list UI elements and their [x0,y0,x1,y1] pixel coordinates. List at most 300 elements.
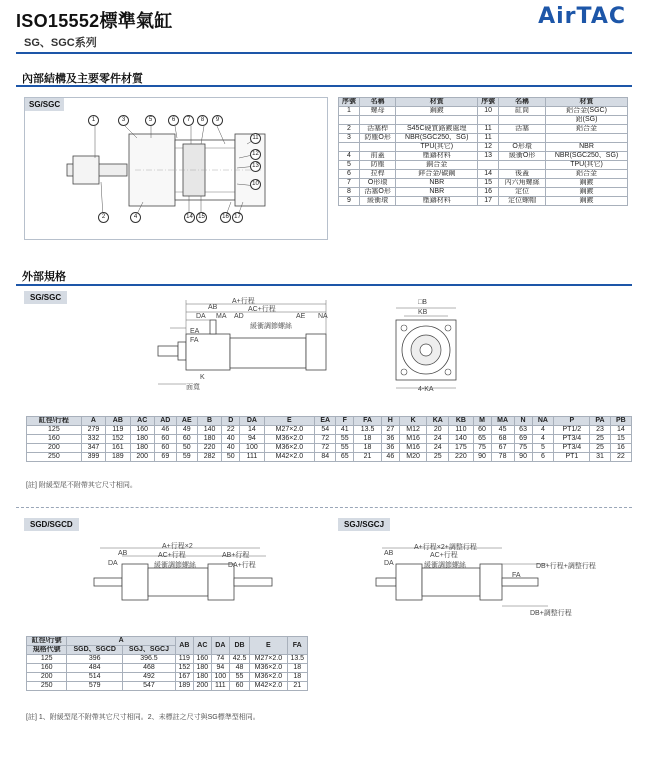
adj-dim-ab: AB [384,550,394,557]
dbl-cell: 74 [211,655,229,664]
dbl-cell: 396.5 [123,655,176,664]
spec-cell: 69 [154,453,176,462]
spec-cell: 279 [81,426,105,435]
parts-cell: 6 [339,170,360,179]
dbl-cell: 160 [27,664,67,673]
brand-logo: AirTAC [538,4,626,29]
dbl-head-a: A [67,637,175,646]
table-row [339,125,628,134]
spec-header-cell: F [336,417,354,426]
spec-cell: 4 [532,426,554,435]
parts-header-cell: 序號 [478,98,499,107]
parts-cell [546,134,628,143]
spec-cell: 40 [222,435,240,444]
parts-table-header [339,98,628,107]
spec-cell: 125 [27,426,82,435]
spec-cell: M36×2.0 [264,435,315,444]
spec-header-cell: AC [130,417,154,426]
spec-cell: 111 [240,453,264,462]
table-row [339,152,628,161]
dbl-head-ac: AC [193,637,211,655]
dbl-head-ab: AB [175,637,193,655]
dbl-cell: 55 [229,673,249,682]
spec-cell: 54 [315,426,336,435]
spec-cell: 160 [27,435,82,444]
spec-header-cell: PA [590,417,610,426]
parts-cell: 緩衝O形 [499,152,546,161]
spec-cell: M16 [399,444,427,453]
spec-cell: 69 [514,435,532,444]
dim-fa: FA [190,337,199,344]
callout-number: 8 [197,115,208,126]
dim-ea: EA [190,328,200,335]
dbl-subhead-sgd: SGD、SGCD [67,646,123,655]
spec-cell: 90 [473,453,491,462]
spec-cell: 22 [610,453,631,462]
dbl-cell: 100 [211,673,229,682]
dbl-cell: 250 [27,682,67,691]
table-row [339,107,628,116]
spec-cell: 180 [130,435,154,444]
table-row [339,197,628,206]
dbl-cell: 180 [193,664,211,673]
parts-cell: 1 [339,107,360,116]
spec-cell: PT1/2 [554,426,590,435]
spec-header-cell: K [399,417,427,426]
spec-cell: 90 [514,453,532,462]
parts-cell: 11 [478,125,499,134]
spec-cell: 84 [315,453,336,462]
parts-cell: 防塵O形 [359,134,395,143]
dbl-cell: 125 [27,655,67,664]
spec-cell: 60 [154,435,176,444]
table-row [339,179,628,188]
dbl-cell: 152 [175,664,193,673]
parts-cell [499,134,546,143]
adj-dim-buffer: 緩衝調節螺絲 [424,562,466,569]
spec-cell: 65 [473,435,491,444]
parts-cell: NBR [396,188,478,197]
parts-cell: 15 [478,179,499,188]
parts-cell: 8 [339,188,360,197]
spec-cell: 40 [222,444,240,453]
callout-number: 16 [220,212,231,223]
table-row [339,161,628,170]
parts-cell: 鋁合金(SGC) [546,107,628,116]
dbl-cell: 13.5 [287,655,307,664]
spec-cell: M16 [399,435,427,444]
parts-cell: 定位 [499,188,546,197]
table-row [27,444,632,453]
parts-cell: 16 [478,188,499,197]
spec-cell: 18 [354,444,382,453]
dbl-cell: M27×2.0 [250,655,287,664]
adj-dim-db-stroke: DB+行程+調整行程 [536,563,596,570]
external-spec-table [26,416,632,462]
dim-ka: 4-KA [418,386,434,393]
spec-cell: 160 [130,426,154,435]
spec-header-cell: NA [532,417,554,426]
parts-cell: 17 [478,197,499,206]
dbl-head-e: E [250,637,287,655]
spec-header-cell: AD [154,417,176,426]
dbl-cell: 111 [211,682,229,691]
dim-ma: MA [216,313,227,320]
dbl-cell: 492 [123,673,176,682]
dbl-table-header [27,637,308,646]
spec-header-cell: EA [315,417,336,426]
spec-header-cell: A [81,417,105,426]
spec-cell: 119 [106,426,130,435]
dbl-dim-ab-stroke: AB+行程 [222,552,250,559]
spec-header-cell: M [473,417,491,426]
table-row [27,655,308,664]
dbl-head-bore: 缸徑\行號 [27,637,67,646]
spec-header-cell: P [554,417,590,426]
dbl-cell: 94 [211,664,229,673]
spec-header-cell: DA [240,417,264,426]
double-rod-note: [註] 1、附緩型尾不附帶其它尺寸相同。2、未標註之尺寸與SG標準型相同。 [26,714,260,721]
parts-cell [396,116,478,125]
spec-cell: 13.5 [354,426,382,435]
spec-cell: 140 [197,426,221,435]
parts-cell: 鋼鍍 [546,197,628,206]
parts-cell: 鋼鍍 [546,179,628,188]
callout-number: 6 [168,115,179,126]
parts-cell [478,161,499,170]
parts-cell: 缸筒 [499,107,546,116]
parts-cell [339,116,360,125]
section-external-title: 外部規格 [22,271,66,283]
parts-cell: NBR [396,179,478,188]
callout-number: 5 [145,115,156,126]
parts-cell: 14 [478,170,499,179]
callout-number: 11 [250,133,261,144]
spec-header-cell: D [222,417,240,426]
dbl-cell: 21 [287,682,307,691]
parts-cell: 定位螺帽 [499,197,546,206]
table-row [27,435,632,444]
dbl-dim-da: DA [108,560,118,567]
spec-cell: 23 [590,426,610,435]
double-rod-spec-table [26,636,308,691]
parts-cell: 螺母 [359,107,395,116]
parts-cell: 鋁合金 [546,125,628,134]
spec-header-cell: AB [106,417,130,426]
callout-number: 4 [130,212,141,223]
parts-cell: 活塞O形 [359,188,395,197]
parts-cell: NBR(SGC250、SG) [546,152,628,161]
parts-cell [499,116,546,125]
spec-table-header [27,417,632,426]
spec-cell: 46 [154,426,176,435]
parts-header-cell: 材質 [546,98,628,107]
callout-number: 9 [212,115,223,126]
spec-cell: 36 [381,435,399,444]
parts-cell: 內六角螺絲 [499,179,546,188]
dbl-cell: 167 [175,673,193,682]
dbl-dim-buffer: 緩衝調節螺絲 [154,562,196,569]
parts-cell: 7 [339,179,360,188]
spec-cell: 50 [222,453,240,462]
dbl-cell: M36×2.0 [250,664,287,673]
dbl-cell: 468 [123,664,176,673]
parts-cell: 4 [339,152,360,161]
dim-ae: AE [296,313,306,320]
parts-cell: 活塞桿 [359,125,395,134]
adj-dim-ac: AC+行程 [430,552,458,559]
parts-material-table [338,97,628,206]
parts-cell: NBR(SGC250、SG) [396,134,478,143]
table-row [27,673,308,682]
spec-header-cell: KA [427,417,449,426]
spec-cell: 60 [473,426,491,435]
callout-number: 1 [88,115,99,126]
parts-cell [359,116,395,125]
spec-cell: PT3/4 [554,444,590,453]
table-row [339,188,628,197]
spec-cell: 65 [336,453,354,462]
table-row [339,143,628,152]
spec-cell: 5 [532,444,554,453]
spec-cell: 50 [176,444,197,453]
parts-cell: 12 [478,143,499,152]
spec-cell: 31 [590,453,610,462]
dim-buffer-screw: 緩衝調節螺絲 [250,323,292,330]
spec-cell: 41 [336,426,354,435]
spec-cell: 68 [491,435,514,444]
dbl-cell: 42.5 [229,655,249,664]
spec-cell: 282 [197,453,221,462]
dbl-dim-ab: AB [118,550,128,557]
spec-header-cell: AE [176,417,197,426]
spec-cell: 16 [610,444,631,453]
dbl-cell: 514 [67,673,123,682]
dim-ac-stroke: AC+行程 [248,306,276,313]
callout-number: 10 [250,179,261,190]
adj-dim-da: DA [384,560,394,567]
adj-dim-a2: A+行程×2+調整行程 [414,544,477,551]
parts-cell: 壓鑄材料 [396,197,478,206]
dbl-cell: 60 [229,682,249,691]
dim-da: DA [196,313,206,320]
parts-cell: 13 [478,152,499,161]
adj-dim-fa: FA [512,572,521,579]
spec-cell: 175 [449,444,473,453]
parts-cell: 後蓋 [499,170,546,179]
parts-cell: 防塵 [359,161,395,170]
spec-cell: 161 [106,444,130,453]
spec-header-cell: FA [354,417,382,426]
callout-number: 12 [250,149,261,160]
spec-cell: 220 [449,453,473,462]
spec-cell: M20 [399,453,427,462]
dbl-cell: 396 [67,655,123,664]
spec-cell: 78 [491,453,514,462]
dbl-cell: 18 [287,664,307,673]
spec-header-cell: H [381,417,399,426]
spec-cell: 25 [590,435,610,444]
spec-cell: 25 [427,453,449,462]
adjustable-drawing [372,540,552,620]
dbl-head-db: DB [229,637,249,655]
dbl-cell: 180 [193,673,211,682]
adj-dim-db: DB+調整行程 [530,610,572,617]
page-title: ISO15552標準氣缸 [16,11,173,31]
parts-cell: 鋅合金/碳鋼 [396,170,478,179]
parts-cell: 5 [339,161,360,170]
spec-cell: 24 [427,435,449,444]
dbl-dim-a2: A+行程×2 [162,543,193,550]
parts-header-cell: 材質 [396,98,478,107]
page-subtitle: SG、SGC系列 [24,37,97,49]
table-row [339,116,628,125]
dim-a-stroke: A+行程 [232,298,255,305]
header-rule [16,52,632,54]
adjustable-label: SGJ/SGCJ [338,518,390,531]
spec-cell: 24 [427,444,449,453]
parts-cell: 銅合金 [396,161,478,170]
spec-cell: 180 [130,444,154,453]
dbl-subhead-code: 規格代號 [27,646,67,655]
dbl-cell: M36×2.0 [250,673,287,682]
spec-cell: 22 [222,426,240,435]
table-row [27,664,308,673]
parts-cell: 10 [478,107,499,116]
parts-cell [339,143,360,152]
callout-number: 14 [184,212,195,223]
spec-cell: 72 [315,444,336,453]
parts-header-cell: 名稱 [499,98,546,107]
parts-cell: O形環 [359,179,395,188]
callout-number: 3 [118,115,129,126]
spec-cell: 55 [336,435,354,444]
parts-cell: 9 [339,197,360,206]
parts-cell: 3 [339,134,360,143]
spec-cell: 94 [240,435,264,444]
spec-cell: 6 [532,453,554,462]
spec-cell: M27×2.0 [264,426,315,435]
spec-cell: 72 [315,435,336,444]
parts-cell: O形環 [499,143,546,152]
parts-cell: S45C硬質鉻鍍處理 [396,125,478,134]
dbl-cell: 579 [67,682,123,691]
parts-cell: 鋁合金 [546,170,628,179]
table-row [27,426,632,435]
spec-cell: 110 [449,426,473,435]
parts-cell: TPU(其它) [396,143,478,152]
spec-cell: 75 [473,444,491,453]
spec-cell: 20 [427,426,449,435]
spec-cell: M36×2.0 [264,444,315,453]
dbl-cell: 160 [193,655,211,664]
parts-cell [359,143,395,152]
spec-cell: 200 [130,453,154,462]
dbl-cell: M42×2.0 [250,682,287,691]
spec-cell: 180 [197,435,221,444]
spec-cell: 399 [81,453,105,462]
spec-cell: 189 [106,453,130,462]
spec-cell: 140 [449,435,473,444]
dbl-subhead-sgj: SGJ、SGCJ [123,646,176,655]
callout-number: 2 [98,212,109,223]
spec-header-cell: MA [491,417,514,426]
dbl-cell: 119 [175,655,193,664]
callout-number: 15 [196,212,207,223]
callout-number: 13 [250,161,261,172]
callout-number: 17 [232,212,243,223]
parts-cell: 鋁(SG) [546,116,628,125]
dbl-head-fa: FA [287,637,307,655]
dbl-cell: 48 [229,664,249,673]
dbl-cell: 547 [123,682,176,691]
table-row [27,453,632,462]
dim-kb: KB [418,309,428,316]
dim-face-width: 面寬 [186,384,200,391]
spec-cell: 59 [176,453,197,462]
section-internal-rule [16,85,632,87]
dbl-cell: 200 [193,682,211,691]
section-internal-title: 內部結構及主要零件材質 [22,73,143,85]
dbl-cell: 18 [287,673,307,682]
spec-cell: M12 [399,426,427,435]
spec-cell: 46 [381,453,399,462]
dim-k: K [200,374,205,381]
spec-cell: 60 [154,444,176,453]
spec-cell: PT3/4 [554,435,590,444]
parts-cell: 拉桿 [359,170,395,179]
spec-cell: 36 [381,444,399,453]
spec-header-cell: PB [610,417,631,426]
parts-cell: 前蓋 [359,152,395,161]
spec-cell: 220 [197,444,221,453]
spec-cell: 75 [514,444,532,453]
parts-cell: 鋼鍍 [546,188,628,197]
parts-cell: 活塞 [499,125,546,134]
spec-cell: 14 [610,426,631,435]
dim-ad: AD [234,313,244,320]
dbl-cell: 484 [67,664,123,673]
parts-header-cell: 序號 [339,98,360,107]
parts-cell: 2 [339,125,360,134]
parts-cell: 鋼鍍 [396,107,478,116]
parts-cell: NBR [546,143,628,152]
parts-header-cell: 名稱 [359,98,395,107]
spec-cell: 21 [354,453,382,462]
spec-cell: 27 [381,426,399,435]
spec-cell: 25 [590,444,610,453]
spec-cell: 152 [106,435,130,444]
dbl-cell: 189 [175,682,193,691]
spec-header-cell: N [514,417,532,426]
spec-cell: 200 [27,444,82,453]
spec-cell: 100 [240,444,264,453]
parts-cell [478,116,499,125]
double-rod-label: SGD/SGCD [24,518,79,531]
spec-cell: 332 [81,435,105,444]
external-note: [註] 附緩型尾不附帶其它尺寸相同。 [26,482,137,489]
spec-cell: 250 [27,453,82,462]
spec-cell: 14 [240,426,264,435]
parts-cell [499,161,546,170]
spec-cell: 347 [81,444,105,453]
table-row [27,682,308,691]
spec-header-cell: B [197,417,221,426]
table-row [339,170,628,179]
spec-cell: 49 [176,426,197,435]
dbl-head-da: DA [211,637,229,655]
spec-cell: 45 [491,426,514,435]
